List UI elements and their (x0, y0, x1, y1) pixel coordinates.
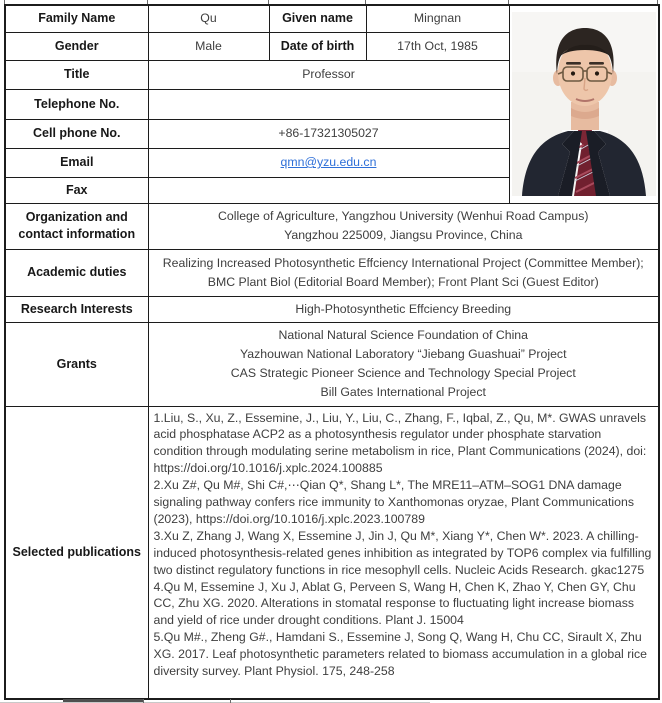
research-interests-label: Research Interests (5, 296, 148, 322)
title-value: Professor (148, 60, 509, 89)
grant-line: National Natural Science Foundation of China (278, 328, 528, 342)
table-row (5, 406, 659, 699)
selected-publications-value (148, 406, 659, 699)
selected-publications-label: Selected publications (5, 406, 148, 699)
grants-label: Grants (5, 322, 148, 406)
profile-table (4, 4, 660, 700)
academic-duties-value (148, 249, 659, 296)
table-row (5, 322, 659, 406)
given-name-label: Given name (269, 5, 366, 32)
grant-line: Yazhouwan National Laboratory “Jiebang Guashuai” Project (239, 347, 567, 361)
academic-duties-line: BMC Plant Biol (Editorial Board Member); Front Plant Sci (Guest Editor) (207, 274, 599, 289)
table-row (5, 203, 659, 249)
table-edge-line (63, 699, 143, 702)
research-interests-value: High-Photosynthetic Effciency Breeding (148, 296, 659, 322)
fax-value (148, 177, 509, 203)
given-name-value: Mingnan (366, 5, 509, 32)
grant-line: Bill Gates International Project (320, 385, 486, 399)
telephone-value (148, 89, 509, 119)
title-label: Title (5, 60, 148, 89)
table-row (5, 5, 659, 32)
cell-phone-label: Cell phone No. (5, 119, 148, 148)
gender-label: Gender (5, 32, 148, 60)
publication-item: 2.Xu Z#, Qu M#, Shi C#,⋯Qian Q*, Shang L*, The MRE11–ATM–SOG1 DNA damage signaling pathway confers rice immunity to Xanthomonas oryzae, Plant Communications (2023), https://doi.org/10.1016/j.xplc.2023.100789 (153, 478, 634, 526)
fax-label: Fax (5, 177, 148, 203)
organization-line: Yangzhou 225009, Jiangsu Province, China (284, 228, 523, 242)
family-name-label: Family Name (5, 5, 148, 32)
publication-item: 4.Qu M, Essemine J, Xu J, Ablat G, Perveen S, Wang H, Chen K, Zhao Y, Chen GY, Chu CC, Zhu XG. 2020. Alterations in stomatal response to fluctuating light increase biomass and yield of rice under drought conditions. Plant J. 15004 (153, 579, 636, 628)
publication-item: 3.Xu Z, Zhang J, Wang X, Essemine J, Jin J, Qu M*, Xiang Y*, Chen W*. 2023. A chilling-induced photosynthesis-related genes inhibition as integrated by TOP6 complex via fulfilling two distinct regulatory functions in rice mesophyll cells. Nucleic Acids Research. gkac1275 (153, 528, 652, 577)
portrait-photo-cell (509, 5, 659, 203)
organization-line: College of Agriculture, Yangzhou University (Wenhui Road Campus) (218, 209, 589, 223)
organization-label: Organization and contact information (5, 203, 148, 249)
organization-value (148, 203, 659, 249)
email-link[interactable]: qmn@yzu.edu.cn (280, 155, 377, 169)
publication-item: 1.Liu, S., Xu, Z., Essemine, J., Liu, Y., Liu, C., Zhang, F., Iqbal, Z., Qu, M*. GWAS unravels acid phosphatase ACP2 as a photosynthesis regulator under phosphate starvation condition through modulating serine metabolism in rice, Plant Communications (2024), doi: https://doi.org/10.1016/j.xplc.2024.100885 (153, 410, 647, 476)
grant-line: CAS Strategic Pioneer Science and Technology Special Project (230, 366, 576, 380)
cell-phone-value: +86-17321305027 (148, 119, 509, 148)
table-edge-tick (143, 699, 144, 703)
table-row (5, 296, 659, 322)
family-name-value: Qu (148, 5, 269, 32)
telephone-label: Telephone No. (5, 89, 148, 119)
gender-value: Male (148, 32, 269, 60)
publication-item: 5.Qu M#., Zheng G#., Hamdani S., Essemine J, Song Q, Wang H, Chu CC, Sirault X, Zhu XG. 2017. Leaf photosynthetic parameters related to biomass accumulation in a global rice diversity survey. Plant Physiol. 175, 248-258 (153, 630, 648, 679)
grants-value (148, 322, 659, 406)
table-row (5, 249, 659, 296)
email-value-cell (148, 148, 509, 177)
table-edge-tick (230, 699, 231, 703)
portrait-photo (512, 12, 656, 196)
date-of-birth-label: Date of birth (269, 32, 366, 60)
email-label: Email (5, 148, 148, 177)
date-of-birth-value: 17th Oct, 1985 (366, 32, 509, 60)
academic-duties-label: Academic duties (5, 249, 148, 296)
academic-duties-line: Realizing Increased Photosynthetic Effciency International Project (Committee Member); (162, 255, 644, 270)
